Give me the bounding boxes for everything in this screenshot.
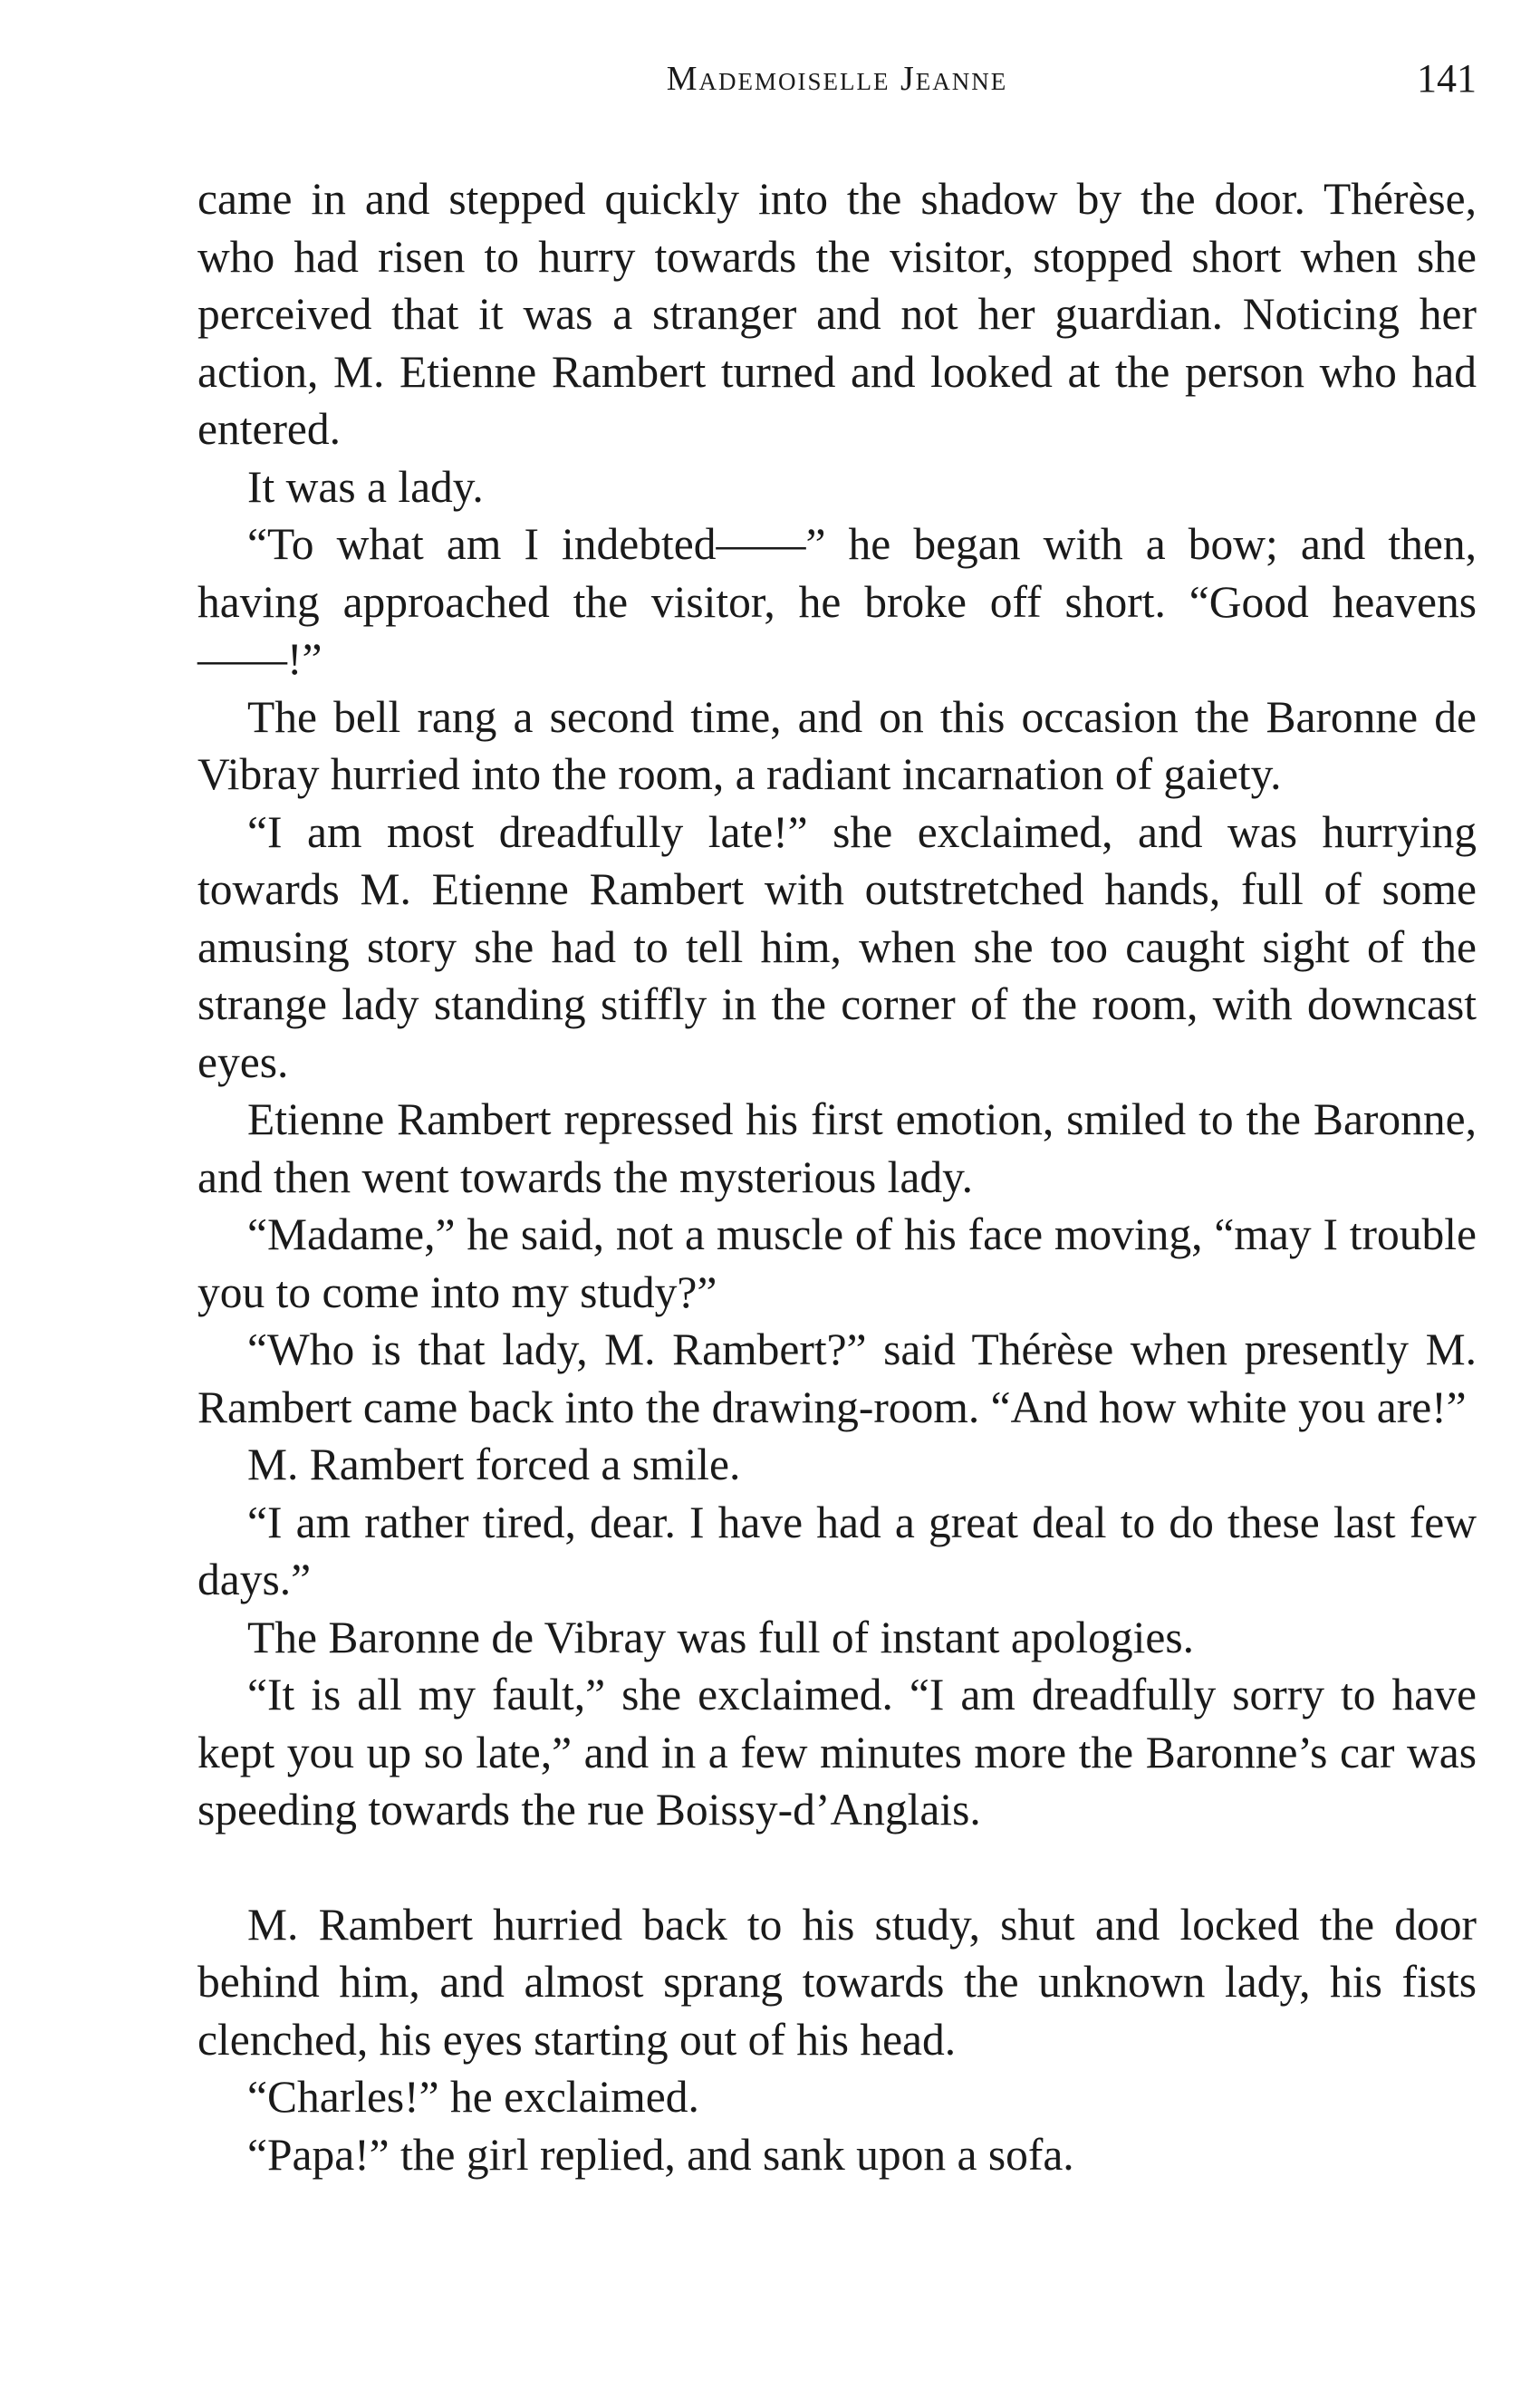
paragraph: M. Rambert hurried back to his study, shut and locked the door behind him, and almost sprang towards the unknown lady, his fists clenched, his eyes starting out of his head. (197, 1899, 1477, 2065)
running-head (197, 47, 1477, 111)
paragraph: “Madame,” he said, not a muscle of his face moving, “may I trouble you to come into my study?” (197, 1209, 1477, 1317)
paragraph: M. Rambert forced a smile. (247, 1440, 741, 1489)
paragraph: “I am rather tired, dear. I have had a great deal to do these last few days.” (197, 1497, 1477, 1604)
paragraph: “It is all my fault,” she exclaimed. “I am dreadfully sorry to have kept you up so late,” and in a few minutes more the Baronne’s car was speeding towards the rue Boissy-d’Anglais. (197, 1670, 1477, 1835)
paragraph: The Baronne de Vibray was full of instant apologies. (247, 1612, 1194, 1662)
paragraph: The bell rang a second time, and on this occasion the Baronne de Vibray hurried into the room, a radiant incarnation of gaiety. (197, 691, 1477, 799)
paragraph: “I am most dreadfully late!” she exclaimed, and was hurrying towards M. Etienne Rambert with outstretched hands, full of some amusing story she had to tell him, when she too caught sight of the strange lady standing stiffly in the corner of the room, with downcast eyes. (197, 806, 1477, 1087)
running-title: Mademoiselle Jeanne (666, 60, 1008, 98)
page-number: 141 (1417, 56, 1477, 101)
paragraph: “Papa!” the girl replied, and sank upon a sofa. (247, 2129, 1074, 2180)
paragraph: It was a lady. (247, 461, 484, 512)
paragraph: came in and stepped quickly into the shadow by the door. Thérèse, who had risen to hurry towards the visitor, stopped short when she perceived that it was a stranger and not her guardian. Noticing her action, M. Etienne Rambert turned and looked at the person who had entered. (197, 174, 1477, 454)
paragraph: “To what am I indebted——” he began with a bow; and then, having approached the visitor, he broke off short. “Good heavens——!” (197, 519, 1477, 684)
paragraph: Etienne Rambert repressed his first emotion, smiled to the Baronne, and then went towards the mysterious lady. (197, 1094, 1477, 1202)
paragraph: “Charles!” he exclaimed. (247, 2072, 699, 2122)
body-text (197, 170, 1477, 2183)
paragraph: “Who is that lady, M. Rambert?” said Thérèse when presently M. Rambert came back into the drawing-room. “And how white you are!” (197, 1324, 1477, 1432)
